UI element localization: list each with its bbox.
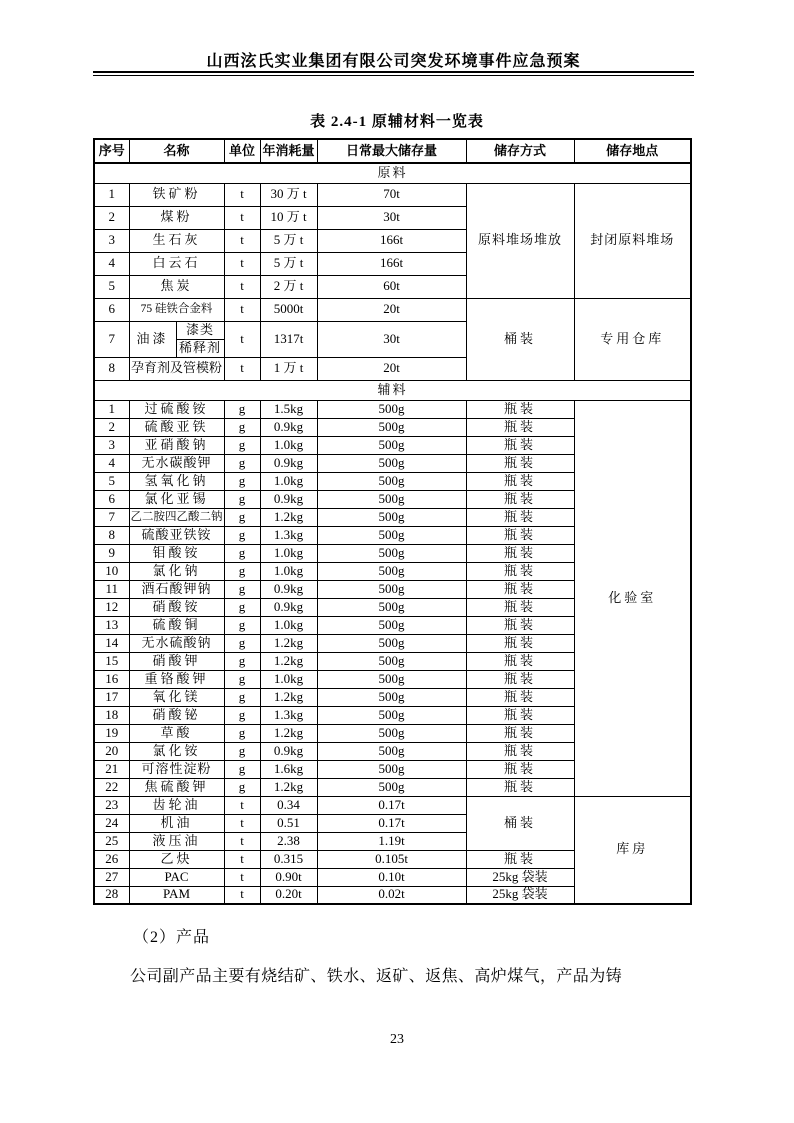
- annual-consumption-cell: 1.2kg: [260, 634, 317, 652]
- storage-location-cell: 库房: [574, 796, 691, 904]
- column-header: 日常最大储存量: [317, 139, 466, 163]
- column-header: 年消耗量: [260, 139, 317, 163]
- paragraph-item-label: （2）产品: [133, 929, 211, 946]
- name-cell: 生石灰: [129, 229, 224, 252]
- storage-method-cell: 瓶装: [466, 562, 574, 580]
- daily-storage-cell: 500g: [317, 760, 466, 778]
- row-number-cell: 5: [94, 275, 129, 298]
- daily-storage-cell: 500g: [317, 688, 466, 706]
- annual-consumption-cell: 1.2kg: [260, 688, 317, 706]
- row-number-cell: 12: [94, 598, 129, 616]
- annual-consumption-cell: 5 万 t: [260, 252, 317, 275]
- annual-consumption-cell: 5 万 t: [260, 229, 317, 252]
- storage-method-cell: 瓶装: [466, 526, 574, 544]
- name-cell: 草酸: [129, 724, 224, 742]
- name-cell: 氢氧化钠: [129, 472, 224, 490]
- row-number-cell: 23: [94, 796, 129, 814]
- unit-cell: g: [224, 760, 260, 778]
- unit-cell: g: [224, 724, 260, 742]
- row-number-cell: 27: [94, 868, 129, 886]
- annual-consumption-cell: 1.3kg: [260, 526, 317, 544]
- row-number-cell: 15: [94, 652, 129, 670]
- name-cell: 齿轮油: [129, 796, 224, 814]
- name-cell: 铁矿粉: [129, 183, 224, 206]
- daily-storage-cell: 70t: [317, 183, 466, 206]
- daily-storage-cell: 500g: [317, 652, 466, 670]
- storage-method-cell: 瓶装: [466, 742, 574, 760]
- daily-storage-cell: 166t: [317, 252, 466, 275]
- row-number-cell: 7: [94, 321, 129, 357]
- annual-consumption-cell: 1.2kg: [260, 724, 317, 742]
- daily-storage-cell: 500g: [317, 418, 466, 436]
- row-number-cell: 1: [94, 183, 129, 206]
- daily-storage-cell: 1.19t: [317, 832, 466, 850]
- row-number-cell: 4: [94, 454, 129, 472]
- unit-cell: t: [224, 796, 260, 814]
- row-number-cell: 25: [94, 832, 129, 850]
- daily-storage-cell: 30t: [317, 321, 466, 357]
- row-number-cell: 8: [94, 526, 129, 544]
- row-number-cell: 20: [94, 742, 129, 760]
- materials-table: [93, 138, 692, 905]
- unit-cell: t: [224, 850, 260, 868]
- name-cell: 油漆: [129, 321, 176, 357]
- row-number-cell: 7: [94, 508, 129, 526]
- storage-method-cell: 瓶装: [466, 688, 574, 706]
- daily-storage-cell: 20t: [317, 298, 466, 321]
- column-header: 储存方式: [466, 139, 574, 163]
- name-cell: 液压油: [129, 832, 224, 850]
- name-cell: 氯化钠: [129, 562, 224, 580]
- daily-storage-cell: 500g: [317, 670, 466, 688]
- daily-storage-cell: 500g: [317, 508, 466, 526]
- annual-consumption-cell: 0.315: [260, 850, 317, 868]
- unit-cell: g: [224, 580, 260, 598]
- storage-method-cell: 瓶装: [466, 850, 574, 868]
- annual-consumption-cell: 0.51: [260, 814, 317, 832]
- daily-storage-cell: 500g: [317, 616, 466, 634]
- column-header: 序号: [94, 139, 129, 163]
- row-number-cell: 3: [94, 229, 129, 252]
- storage-method-cell: 瓶装: [466, 778, 574, 796]
- table-title: 表 2.4-1 原辅材料一览表: [310, 114, 484, 130]
- unit-cell: g: [224, 634, 260, 652]
- name-cell: 硫酸铜: [129, 616, 224, 634]
- name-cell: 机油: [129, 814, 224, 832]
- name-cell: 孕育剂及管模粉: [129, 357, 224, 380]
- unit-cell: g: [224, 616, 260, 634]
- unit-cell: g: [224, 670, 260, 688]
- row-number-cell: 6: [94, 298, 129, 321]
- name-cell: 无水硫酸钠: [129, 634, 224, 652]
- storage-location-cell: 封闭原料堆场: [574, 183, 691, 298]
- unit-cell: g: [224, 778, 260, 796]
- annual-consumption-cell: 10 万 t: [260, 206, 317, 229]
- page-number: 23: [390, 1032, 404, 1047]
- table-row: [94, 298, 691, 321]
- storage-method-cell: 瓶装: [466, 598, 574, 616]
- annual-consumption-cell: 1.0kg: [260, 670, 317, 688]
- unit-cell: t: [224, 206, 260, 229]
- annual-consumption-cell: 1.3kg: [260, 706, 317, 724]
- unit-cell: t: [224, 229, 260, 252]
- unit-cell: g: [224, 526, 260, 544]
- row-number-cell: 9: [94, 544, 129, 562]
- daily-storage-cell: 500g: [317, 454, 466, 472]
- row-number-cell: 8: [94, 357, 129, 380]
- unit-cell: g: [224, 508, 260, 526]
- annual-consumption-cell: 2 万 t: [260, 275, 317, 298]
- storage-method-cell: 桶装: [466, 796, 574, 850]
- name-cell: 硫酸亚铁: [129, 418, 224, 436]
- storage-method-cell: 瓶装: [466, 508, 574, 526]
- storage-method-cell: 瓶装: [466, 634, 574, 652]
- daily-storage-cell: 500g: [317, 742, 466, 760]
- table-row: [94, 183, 691, 206]
- annual-consumption-cell: 1 万 t: [260, 357, 317, 380]
- unit-cell: t: [224, 321, 260, 357]
- name-cell: 乙二胺四乙酸二钠: [129, 508, 224, 526]
- row-number-cell: 24: [94, 814, 129, 832]
- unit-cell: g: [224, 544, 260, 562]
- name-cell: 酒石酸钾钠: [129, 580, 224, 598]
- unit-cell: g: [224, 706, 260, 724]
- unit-cell: t: [224, 868, 260, 886]
- row-number-cell: 1: [94, 400, 129, 418]
- storage-method-cell: 瓶装: [466, 544, 574, 562]
- annual-consumption-cell: 0.9kg: [260, 454, 317, 472]
- annual-consumption-cell: 0.9kg: [260, 490, 317, 508]
- row-number-cell: 19: [94, 724, 129, 742]
- storage-location-cell: 专用仓库: [574, 298, 691, 380]
- name-cell: 可溶性淀粉: [129, 760, 224, 778]
- storage-method-cell: 25kg 袋装: [466, 886, 574, 904]
- name-cell: 焦硫酸钾: [129, 778, 224, 796]
- row-number-cell: 2: [94, 206, 129, 229]
- storage-method-cell: 瓶装: [466, 418, 574, 436]
- name-cell: 75 硅铁合金料: [129, 298, 224, 321]
- name-cell: 煤粉: [129, 206, 224, 229]
- annual-consumption-cell: 0.90t: [260, 868, 317, 886]
- name-cell: PAM: [129, 886, 224, 904]
- daily-storage-cell: 500g: [317, 436, 466, 454]
- storage-method-cell: 桶装: [466, 298, 574, 380]
- daily-storage-cell: 500g: [317, 598, 466, 616]
- storage-method-cell: 瓶装: [466, 580, 574, 598]
- name-cell: 氯化铵: [129, 742, 224, 760]
- storage-method-cell: 瓶装: [466, 706, 574, 724]
- unit-cell: g: [224, 436, 260, 454]
- annual-consumption-cell: 1.0kg: [260, 616, 317, 634]
- name-cell: 硝酸铋: [129, 706, 224, 724]
- section-row: [94, 163, 691, 183]
- column-header: 储存地点: [574, 139, 691, 163]
- name-cell: 焦炭: [129, 275, 224, 298]
- unit-cell: g: [224, 562, 260, 580]
- table-row: [94, 796, 691, 814]
- name-cell: 硝酸钾: [129, 652, 224, 670]
- column-header: 单位: [224, 139, 260, 163]
- daily-storage-cell: 60t: [317, 275, 466, 298]
- name-cell: 氧化镁: [129, 688, 224, 706]
- annual-consumption-cell: 1.2kg: [260, 508, 317, 526]
- storage-method-cell: 原料堆场堆放: [466, 183, 574, 298]
- name-sub-cell: 漆类: [176, 321, 224, 339]
- row-number-cell: 14: [94, 634, 129, 652]
- row-number-cell: 17: [94, 688, 129, 706]
- daily-storage-cell: 500g: [317, 562, 466, 580]
- unit-cell: g: [224, 490, 260, 508]
- daily-storage-cell: 500g: [317, 526, 466, 544]
- storage-method-cell: 瓶装: [466, 454, 574, 472]
- header-double-rule: [93, 71, 694, 76]
- unit-cell: g: [224, 688, 260, 706]
- section-row: [94, 380, 691, 400]
- annual-consumption-cell: 1.6kg: [260, 760, 317, 778]
- name-cell: 无水碳酸钾: [129, 454, 224, 472]
- name-cell: 亚硝酸钠: [129, 436, 224, 454]
- daily-storage-cell: 166t: [317, 229, 466, 252]
- row-number-cell: 2: [94, 418, 129, 436]
- row-number-cell: 4: [94, 252, 129, 275]
- unit-cell: t: [224, 886, 260, 904]
- unit-cell: g: [224, 418, 260, 436]
- daily-storage-cell: 500g: [317, 580, 466, 598]
- annual-consumption-cell: 1.0kg: [260, 544, 317, 562]
- annual-consumption-cell: 1.2kg: [260, 652, 317, 670]
- annual-consumption-cell: 1.2kg: [260, 778, 317, 796]
- daily-storage-cell: 500g: [317, 724, 466, 742]
- annual-consumption-cell: 0.34: [260, 796, 317, 814]
- row-number-cell: 3: [94, 436, 129, 454]
- name-sub-cell: 稀释剂: [176, 339, 224, 357]
- daily-storage-cell: 0.17t: [317, 814, 466, 832]
- daily-storage-cell: 0.17t: [317, 796, 466, 814]
- name-cell: 硝酸铵: [129, 598, 224, 616]
- unit-cell: t: [224, 814, 260, 832]
- unit-cell: g: [224, 598, 260, 616]
- unit-cell: t: [224, 357, 260, 380]
- annual-consumption-cell: 1317t: [260, 321, 317, 357]
- name-cell: 乙炔: [129, 850, 224, 868]
- name-cell: 钼酸铵: [129, 544, 224, 562]
- annual-consumption-cell: 2.38: [260, 832, 317, 850]
- row-number-cell: 21: [94, 760, 129, 778]
- row-number-cell: 26: [94, 850, 129, 868]
- daily-storage-cell: 500g: [317, 472, 466, 490]
- annual-consumption-cell: 0.9kg: [260, 742, 317, 760]
- daily-storage-cell: 500g: [317, 634, 466, 652]
- row-number-cell: 6: [94, 490, 129, 508]
- unit-cell: g: [224, 472, 260, 490]
- storage-method-cell: 瓶装: [466, 652, 574, 670]
- unit-cell: t: [224, 183, 260, 206]
- storage-method-cell: 瓶装: [466, 724, 574, 742]
- doc-header-title: 山西泫氏实业集团有限公司突发环境事件应急预案: [206, 53, 581, 70]
- unit-cell: t: [224, 275, 260, 298]
- daily-storage-cell: 30t: [317, 206, 466, 229]
- storage-method-cell: 瓶装: [466, 616, 574, 634]
- storage-method-cell: 瓶装: [466, 490, 574, 508]
- row-number-cell: 22: [94, 778, 129, 796]
- annual-consumption-cell: 1.0kg: [260, 472, 317, 490]
- daily-storage-cell: 0.105t: [317, 850, 466, 868]
- row-number-cell: 5: [94, 472, 129, 490]
- name-cell: PAC: [129, 868, 224, 886]
- unit-cell: t: [224, 252, 260, 275]
- daily-storage-cell: 500g: [317, 490, 466, 508]
- unit-cell: t: [224, 298, 260, 321]
- storage-method-cell: 瓶装: [466, 670, 574, 688]
- storage-location-cell: 化验室: [574, 400, 691, 796]
- name-cell: 重铬酸钾: [129, 670, 224, 688]
- unit-cell: g: [224, 742, 260, 760]
- row-number-cell: 18: [94, 706, 129, 724]
- annual-consumption-cell: 1.0kg: [260, 562, 317, 580]
- row-number-cell: 28: [94, 886, 129, 904]
- annual-consumption-cell: 0.9kg: [260, 598, 317, 616]
- annual-consumption-cell: 1.5kg: [260, 400, 317, 418]
- daily-storage-cell: 500g: [317, 778, 466, 796]
- annual-consumption-cell: 5000t: [260, 298, 317, 321]
- row-number-cell: 10: [94, 562, 129, 580]
- column-header: 名称: [129, 139, 224, 163]
- unit-cell: g: [224, 652, 260, 670]
- daily-storage-cell: 500g: [317, 400, 466, 418]
- name-cell: 氯化亚锡: [129, 490, 224, 508]
- paragraph-text: 公司副产品主要有烧结矿、铁水、返矿、返焦、高炉煤气，产品为铸: [130, 968, 623, 985]
- annual-consumption-cell: 0.20t: [260, 886, 317, 904]
- daily-storage-cell: 0.10t: [317, 868, 466, 886]
- annual-consumption-cell: 0.9kg: [260, 580, 317, 598]
- daily-storage-cell: 0.02t: [317, 886, 466, 904]
- section-label: 辅料: [94, 380, 691, 400]
- annual-consumption-cell: 30 万 t: [260, 183, 317, 206]
- unit-cell: t: [224, 832, 260, 850]
- annual-consumption-cell: 1.0kg: [260, 436, 317, 454]
- section-label: 原料: [94, 163, 691, 183]
- row-number-cell: 13: [94, 616, 129, 634]
- unit-cell: g: [224, 454, 260, 472]
- table-row: [94, 400, 691, 418]
- row-number-cell: 16: [94, 670, 129, 688]
- unit-cell: g: [224, 400, 260, 418]
- daily-storage-cell: 500g: [317, 544, 466, 562]
- name-cell: 硫酸亚铁铵: [129, 526, 224, 544]
- storage-method-cell: 25kg 袋装: [466, 868, 574, 886]
- annual-consumption-cell: 0.9kg: [260, 418, 317, 436]
- storage-method-cell: 瓶装: [466, 760, 574, 778]
- name-cell: 过硫酸铵: [129, 400, 224, 418]
- daily-storage-cell: 500g: [317, 706, 466, 724]
- table-header-row: [94, 139, 691, 163]
- name-cell: 白云石: [129, 252, 224, 275]
- storage-method-cell: 瓶装: [466, 436, 574, 454]
- storage-method-cell: 瓶装: [466, 400, 574, 418]
- daily-storage-cell: 20t: [317, 357, 466, 380]
- row-number-cell: 11: [94, 580, 129, 598]
- storage-method-cell: 瓶装: [466, 472, 574, 490]
